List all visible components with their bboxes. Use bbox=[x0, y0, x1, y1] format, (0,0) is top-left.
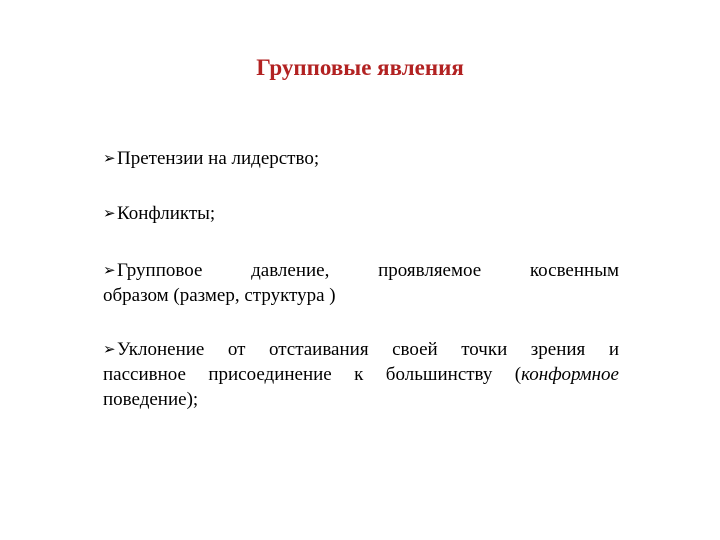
bullet-line bbox=[103, 337, 619, 362]
arrow-bullet-icon: ➢ bbox=[103, 261, 116, 279]
bullet-text: Конфликты; bbox=[117, 203, 216, 224]
bullet-item bbox=[103, 337, 619, 412]
bullet-text: Уклонение от отстаивания своей точки зрения и bbox=[117, 339, 619, 360]
bullet-item bbox=[103, 258, 619, 308]
bullet-text: пассивное присоединение к большинству ( bbox=[103, 364, 522, 385]
bullet-text: поведение); bbox=[103, 389, 199, 410]
arrow-bullet-icon: ➢ bbox=[103, 340, 116, 358]
arrow-bullet-icon: ➢ bbox=[103, 204, 116, 222]
bullet-text: образом (размер, структура ) bbox=[103, 285, 336, 306]
bullet-list bbox=[103, 146, 619, 412]
bullet-item bbox=[103, 201, 619, 226]
bullet-text: Претензии на лидерство; bbox=[117, 148, 320, 169]
arrow-bullet-icon: ➢ bbox=[103, 149, 116, 167]
slide-title: Групповые явления bbox=[256, 55, 464, 80]
bullet-line bbox=[103, 258, 619, 283]
bullet-item bbox=[103, 146, 619, 171]
bullet-emphasis: конформное bbox=[521, 364, 619, 385]
bullet-line bbox=[103, 362, 619, 387]
bullet-text: Групповое давление, проявляемое косвенным bbox=[117, 260, 619, 281]
